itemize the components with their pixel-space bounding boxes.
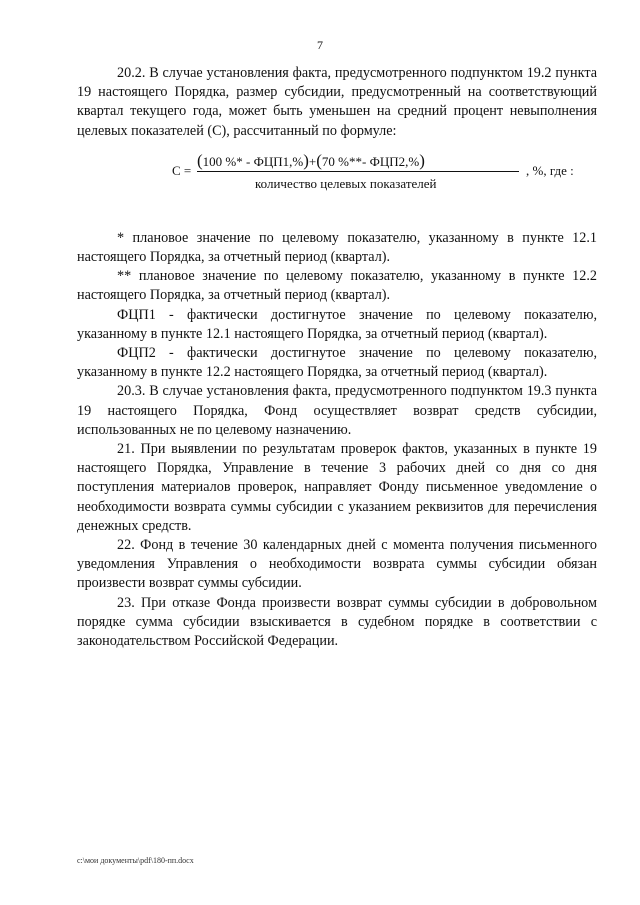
document-body — [77, 64, 597, 651]
paragraph-23: 23. При отказе Фонда произвести возврат суммы субсидии в добровольном порядке сумма субсидии взыскивается в судебном порядке в соответствии с законодательством Российской Федерации. — [77, 594, 597, 650]
file-path-footer: c:\мои документы\pdf\180-пп.docx — [77, 856, 194, 865]
paragraph-20-2: 20.2. В случае установления факта, предусмотренного подпунктом 19.2 пункта 19 настоящего Порядка, размер субсидии, предусмотренный на соответствующий квартал текущего года, может быть уменьшен на средний процент невыполнения целевых показателей (С), рассчитанный по формуле: — [77, 65, 597, 139]
footnote-double-star: ** плановое значение по целевому показателю, указанному в пункте 12.2 настоящего Порядка, за отчетный период (квартал). — [77, 268, 597, 304]
paragraph-21: 21. При выявлении по результатам проверок фактов, указанных в пункте 19 настоящего Порядка, Управление в течение 3 рабочих дней со дня со дня поступления материалов проверок, направляет Фонду письменное уведомление о необходимости возврата суммы субсидии с указанием реквизитов для перечисления денежных средств. — [77, 441, 597, 534]
formula-lhs: С = — [172, 162, 192, 178]
definition-fcp2: ФЦП2 - фактически достигнутое значение по целевому показателю, указанному в пункте 12.2 настоящего Порядка, за отчетный период (квартал). — [77, 345, 597, 381]
paragraph-20-3: 20.3. В случае установления факта, предусмотренного подпунктом 19.3 пункта 19 настоящего Порядка, Фонд осуществляет возврат средств субсидии, использованных не по целевому назначению. — [77, 383, 597, 438]
formula-numerator: (100 %* - ФЦП1,%)+(70 %**- ФЦП2,%) — [197, 150, 425, 170]
footnote-star: * плановое значение по целевому показателю, указанному в пункте 12.1 настоящего Порядка, за отчетный период (квартал). — [77, 229, 597, 266]
paragraph-22: 22. Фонд в течение 30 календарных дней с момента получения письменного уведомления Управления о необходимости возврата суммы субсидии обязан произвести возврат суммы субсидии. — [77, 537, 597, 592]
formula-tail: , %, где : — [526, 162, 574, 178]
page-number: 7 — [317, 38, 323, 52]
definition-fcp1: ФЦП1 - фактически достигнутое значение по целевому показателю, указанному в пункте 12.1 настоящего Порядка, за отчетный период (квартал). — [77, 306, 597, 342]
formula-fraction-bar — [197, 171, 519, 172]
subsidy-formula — [77, 151, 597, 203]
formula-denominator: количество целевых показателей — [255, 175, 437, 191]
